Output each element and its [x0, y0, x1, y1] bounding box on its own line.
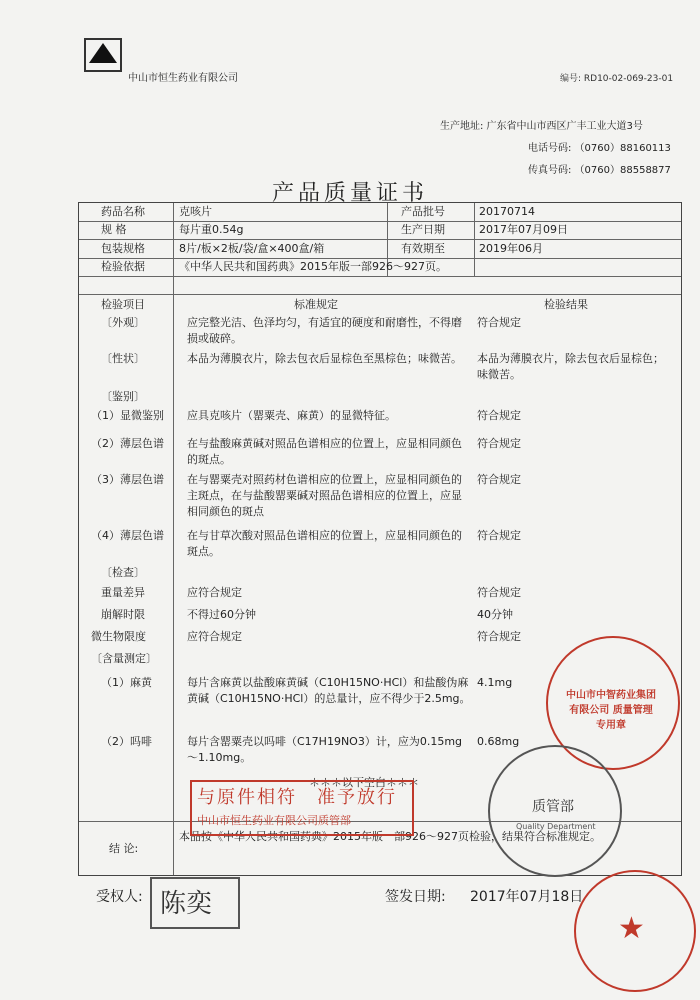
- phone-number: 电话号码: （0760）88160113: [528, 143, 671, 154]
- copy-stamp-text: 与原件相符 准予放行: [197, 787, 397, 808]
- row-item: （1）显微鉴别: [91, 409, 164, 422]
- row-item: 〔外观〕: [101, 316, 145, 329]
- copy-stamp-subtext: 中山市恒生药业有限公司质管部: [197, 814, 351, 827]
- product-name: 克咳片: [179, 205, 212, 218]
- label-spec: 规 格: [101, 223, 127, 236]
- label-expiry: 有效期至: [401, 242, 445, 255]
- certificate-title: 产品质量证书: [271, 181, 428, 206]
- dept-seal-en: Quality Department: [516, 822, 596, 831]
- row-result: 符合规定: [477, 473, 521, 486]
- row-result: 本品为薄膜衣片，除去包衣后显棕色；味微苦。: [477, 352, 664, 381]
- row-standard: 应符合规定: [187, 630, 242, 643]
- row-standard: 本品为薄膜衣片，除去包衣后显棕色至黑棕色；味微苦。: [187, 352, 462, 365]
- production-date: 2017年07月09日: [479, 223, 568, 236]
- row-item: 〔含量测定〕: [91, 652, 157, 665]
- row-standard: 每片含麻黄以盐酸麻黄碱（C10H15NO·HCl）和盐酸伪麻黄碱（C10H15NO·HCl）的总量计，应不得少于2.5mg。: [187, 676, 471, 705]
- row-result: 符合规定: [477, 437, 521, 450]
- row-standard: 不得过60分钟: [187, 608, 256, 621]
- row-result: 符合规定: [477, 529, 521, 542]
- qc-seal-text: 中山市中智药业集团有限公司 质量管理专用章: [566, 690, 656, 731]
- signature-name: 陈奕: [160, 889, 213, 919]
- row-item: 〔性状〕: [101, 352, 145, 365]
- row-result: 0.68mg: [477, 735, 520, 748]
- row-standard: 应具克咳片（罂粟壳、麻黄）的显微特征。: [187, 409, 396, 422]
- label-basis: 检验依据: [101, 260, 145, 273]
- signature-label: 受权人:: [96, 889, 143, 905]
- label-product-name: 药品名称: [101, 205, 145, 218]
- row-standard: 在与盐酸麻黄碱对照品色谱相应的位置上，应显相同颜色的斑点。: [187, 437, 462, 466]
- label-package: 包装规格: [101, 242, 145, 255]
- row-result: 4.1mg: [477, 676, 513, 689]
- package-spec: 8片/板×2板/袋/盒×400盒/箱: [179, 242, 325, 255]
- row-item: （4）薄层色谱: [91, 529, 164, 542]
- batch-number: 20170714: [479, 205, 535, 218]
- row-result: 符合规定: [477, 316, 521, 329]
- row-standard: 每片含罂粟壳以吗啡（C17H19NO3）计，应为0.15mg～1.10mg。: [187, 735, 463, 764]
- conclusion-label: 结 论:: [109, 842, 139, 855]
- row-item: 〔鉴别〕: [101, 390, 145, 403]
- production-address: 生产地址: 广东省中山市西区广丰工业大道3号: [440, 121, 643, 132]
- row-item: 重量差异: [101, 586, 145, 599]
- conclusion-text: 本品按《中华人民共和国药典》2015年版一部926～927页检验，结果符合标准规定。: [179, 830, 601, 843]
- row-standard: 应完整光洁、色泽均匀，有适宜的硬度和耐磨性，不得磨损或破碎。: [187, 316, 462, 345]
- expiry-date: 2019年06月: [479, 242, 543, 255]
- sign-date: 2017年07月18日: [470, 889, 584, 905]
- col-standard-header: 标准规定: [294, 298, 338, 311]
- row-standard: 应符合规定: [187, 586, 242, 599]
- row-item: （1）麻黄: [101, 676, 152, 689]
- label-batch: 产品批号: [401, 205, 445, 218]
- row-item: （2）薄层色谱: [91, 437, 164, 450]
- document-number: 编号: RD10-02-069-23-01: [560, 74, 674, 84]
- row-item: 〔检查〕: [101, 566, 145, 579]
- spec: 每片重0.54g: [179, 223, 244, 236]
- fax-number: 传真号码: （0760）88558877: [528, 165, 671, 176]
- row-item: （3）薄层色谱: [91, 473, 164, 486]
- inspection-basis: 《中华人民共和国药典》2015年版一部926～927页。: [179, 260, 447, 273]
- row-result: 40分钟: [477, 608, 513, 621]
- row-result: 符合规定: [477, 630, 521, 643]
- company-logo: [84, 38, 122, 72]
- row-result: 符合规定: [477, 409, 521, 422]
- col-result-header: 检验结果: [544, 298, 588, 311]
- col-item-header: 检验项目: [101, 298, 145, 311]
- row-result: 符合规定: [477, 586, 521, 599]
- row-item: 微生物限度: [91, 630, 146, 643]
- dept-seal-text: 质管部: [532, 799, 574, 815]
- end-mark: ＊＊＊以下空白＊＊＊: [309, 776, 419, 789]
- label-production-date: 生产日期: [401, 223, 445, 236]
- company-name: 中山市恒生药业有限公司: [128, 73, 238, 84]
- row-standard: 在与甘草次酸对照品色谱相应的位置上，应显相同颜色的斑点。: [187, 529, 462, 558]
- sign-date-label: 签发日期:: [385, 889, 446, 905]
- row-standard: 在与罂粟壳对照药材色谱相应的位置上，应显相同颜色的主斑点，在与盐酸罂粟碱对照品色谱相应的位置上，应显相同颜色的斑点: [187, 473, 462, 518]
- row-item: （2）吗啡: [101, 735, 152, 748]
- row-item: 崩解时限: [101, 608, 145, 621]
- star-icon: ★: [618, 911, 645, 946]
